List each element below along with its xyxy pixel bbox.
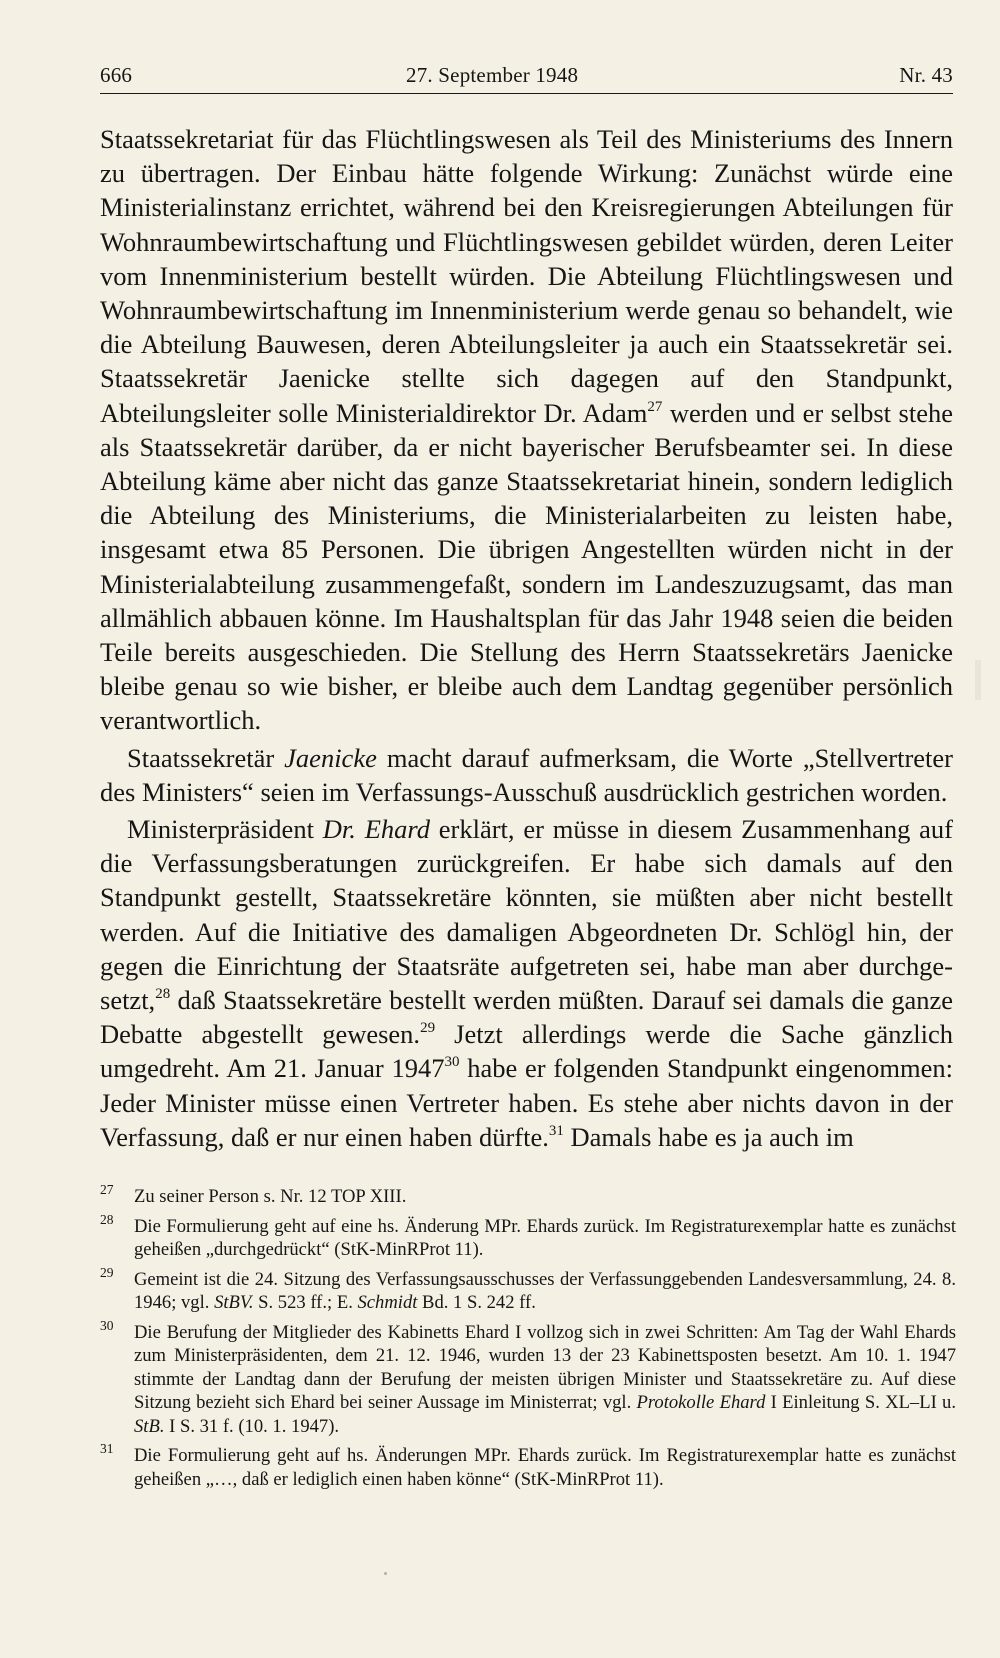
footnote-text: I S. 31 f. (10. 1. 1947). <box>164 1415 340 1437</box>
footnote-number: 27 <box>100 1182 114 1197</box>
paragraph-2 <box>100 741 953 809</box>
author-name: Schmidt <box>357 1292 418 1313</box>
source-title: Protokolle Ehard <box>636 1392 766 1413</box>
text-run: Damals habe es ja auch im <box>563 1121 854 1152</box>
text-run: Staatssekretär <box>127 742 285 773</box>
footnote-ref-27[interactable]: 27 <box>647 398 663 415</box>
text-run: habe er folgenden Standpunkt eingenommen: Jeder Minister müsse einen Vertreter haben. Es stehe aber nichts davon in der Verfassung, daß er nur einen haben dürfte. <box>100 1053 953 1152</box>
footnote-ref-28[interactable]: 28 <box>155 986 171 1003</box>
footnote-number: 28 <box>100 1211 114 1227</box>
text-run: daß Staatssekretäre bestellt werden müßten. Darauf sei damals die ganze Debatte abgestellt gewesen. <box>100 985 953 1050</box>
source-abbrev: StB. <box>134 1415 165 1437</box>
text-run: werden und er selbst stehe als Staatssekretär darüber, da er nicht bayerischer Berufsbeamter sei. In diese Abteilung käme aber nicht das ganze Staatssekretariat hinein, sondern lediglich die Abteilung des Ministeriums, die Ministerialarbeiten zu leisten habe, insgesamt etwa 85 Personen. Die übrigen Angestellten würden nicht in der Ministerialabteilung zusammengefaßt, sondern im Landeszuzugsamt, das man allmählich abbauen könne. Im Haushaltsplan für das Jahr 1948 seien die beiden Teile bereits ausgeschieden. Die Stellung des Herrn Staatssekretärs Jaenicke bleibe genau so wie bisher, er bleibe auch dem Landtag gegenüber persönlich verantwortlich. <box>100 397 953 736</box>
footnote-number: 31 <box>100 1441 114 1456</box>
paragraph-3 <box>100 812 953 1154</box>
footnote-text: Bd. 1 S. 242 ff. <box>417 1292 536 1313</box>
footnotes <box>100 1182 956 1497</box>
footnote-27 <box>100 1182 956 1209</box>
footnote-ref-29[interactable]: 29 <box>420 1020 436 1037</box>
speaker-name: Dr. Ehard <box>322 814 430 845</box>
running-head <box>100 58 953 92</box>
footnote-ref-31[interactable]: 31 <box>548 1122 564 1139</box>
text-run: macht darauf aufmerksam, die Worte „Stellvertreter des Ministers“ seien im Verfassungs-Ausschuß ausdrücklich gestrichen worden. <box>100 742 953 807</box>
footnote-text: Die Formulierung geht auf hs. Änderungen MPr. Ehards zurück. Im Registraturexemplar hatte es zunächst geheißen „…, daß er lediglich einen haben könne“ (StK-MinRProt 11). <box>134 1445 956 1490</box>
header-rule <box>100 93 953 94</box>
footnote-text: Die Formulierung geht auf eine hs. Änderung MPr. Ehards zurück. Im Registraturexemplar hatte es zunächst geheißen „durchgedrückt“ (StK-MinRProt 11). <box>134 1215 956 1260</box>
page-number: 666 <box>100 63 133 87</box>
footnote-number: 29 <box>100 1264 114 1280</box>
speaker-name: Jaenicke <box>284 742 377 773</box>
text-run: erklärt, er müsse in diesem Zusammenhang auf die Verfassungsberatungen zurückgreifen. Er habe sich damals auf den Standpunkt gestellt, Staatssekretäre könnten, sie müßten aber nicht bestellt werden. Auf die Initiative des damaligen Abgeordneten Dr. Schlögl hin, der gegen die Einrichtung der Staatsräte aufgetreten sei, habe man aber durchgesetzt, <box>100 814 954 1016</box>
footnote-text: Gemeint ist die 24. Sitzung des Verfassungsausschusses der Verfassunggebenden Landesversammlung, 24. 8. 1946; vgl. <box>134 1268 956 1313</box>
footnote-31 <box>100 1441 956 1491</box>
text-run: Jetzt allerdings werde die Sache gänzlich umgedreht. Am 21. Januar 1947 <box>100 1019 953 1084</box>
footnote-28 <box>100 1211 956 1262</box>
paper-smudge <box>975 660 981 700</box>
footnote-29 <box>100 1264 956 1315</box>
footnote-30 <box>100 1317 956 1439</box>
main-text <box>100 122 953 1154</box>
footnote-ref-30[interactable]: 30 <box>444 1054 460 1071</box>
source-abbrev: StBV. <box>214 1292 254 1313</box>
footnote-number: 30 <box>100 1317 114 1333</box>
paragraph-1 <box>100 122 953 738</box>
footnote-text: S. 523 ff.; E. <box>253 1292 358 1313</box>
text-run: Staatssekretariat für das Flüchtlingswesen als Teil des Ministeriums des Innern zu übertragen. Der Einbau hätte folgende Wirkung: Zunächst würde eine Ministerialinstanz errichtet, während bei den Kreisregierungen Abteilungen für Wohnraumbewirtschaftung und Flüchtlingswesen gebildet würden, deren Leiter vom Innenministerium bestellt würden. Die Abteilung Flüchtlingswesen und Wohnraumbewirtschaftung im Innenministerium werde genau so behandelt, wie die Abteilung Bauwesen, deren Abteilungsleiter ja auch ein Staatssekretär sei. Staatssekretär Jaenicke stellte sich dagegen auf den Standpunkt, Abteilungsleiter solle Ministerialdirektor Dr. Adam <box>100 124 953 428</box>
footnote-text: Die Berufung der Mitglieder des Kabinetts Ehard I vollzog sich in zwei Schritten: Am Tag der Wahl Ehards zum Ministerpräsidenten, dem 21. 12. 1946, wurden 13 der 23 Kabinettsposten besetzt. Am 10. 1. 1947 stimmte der Landtag dann der Berufung der meisten übrigen Minister und Staatssekretäre zu. Auf diese Sitzung bezieht sich Ehard bei seiner Aussage im Ministerrat; vgl. <box>134 1321 956 1413</box>
paper-speck <box>384 1572 387 1575</box>
text-run: Ministerpräsident <box>127 814 323 845</box>
footnote-text: Zu seiner Person s. Nr. 12 TOP XIII. <box>134 1186 407 1207</box>
session-date: 27. September 1948 <box>406 63 579 87</box>
document-number: Nr. 43 <box>899 63 953 87</box>
footnote-text: I Einleitung S. XL–LI u. <box>765 1392 956 1413</box>
